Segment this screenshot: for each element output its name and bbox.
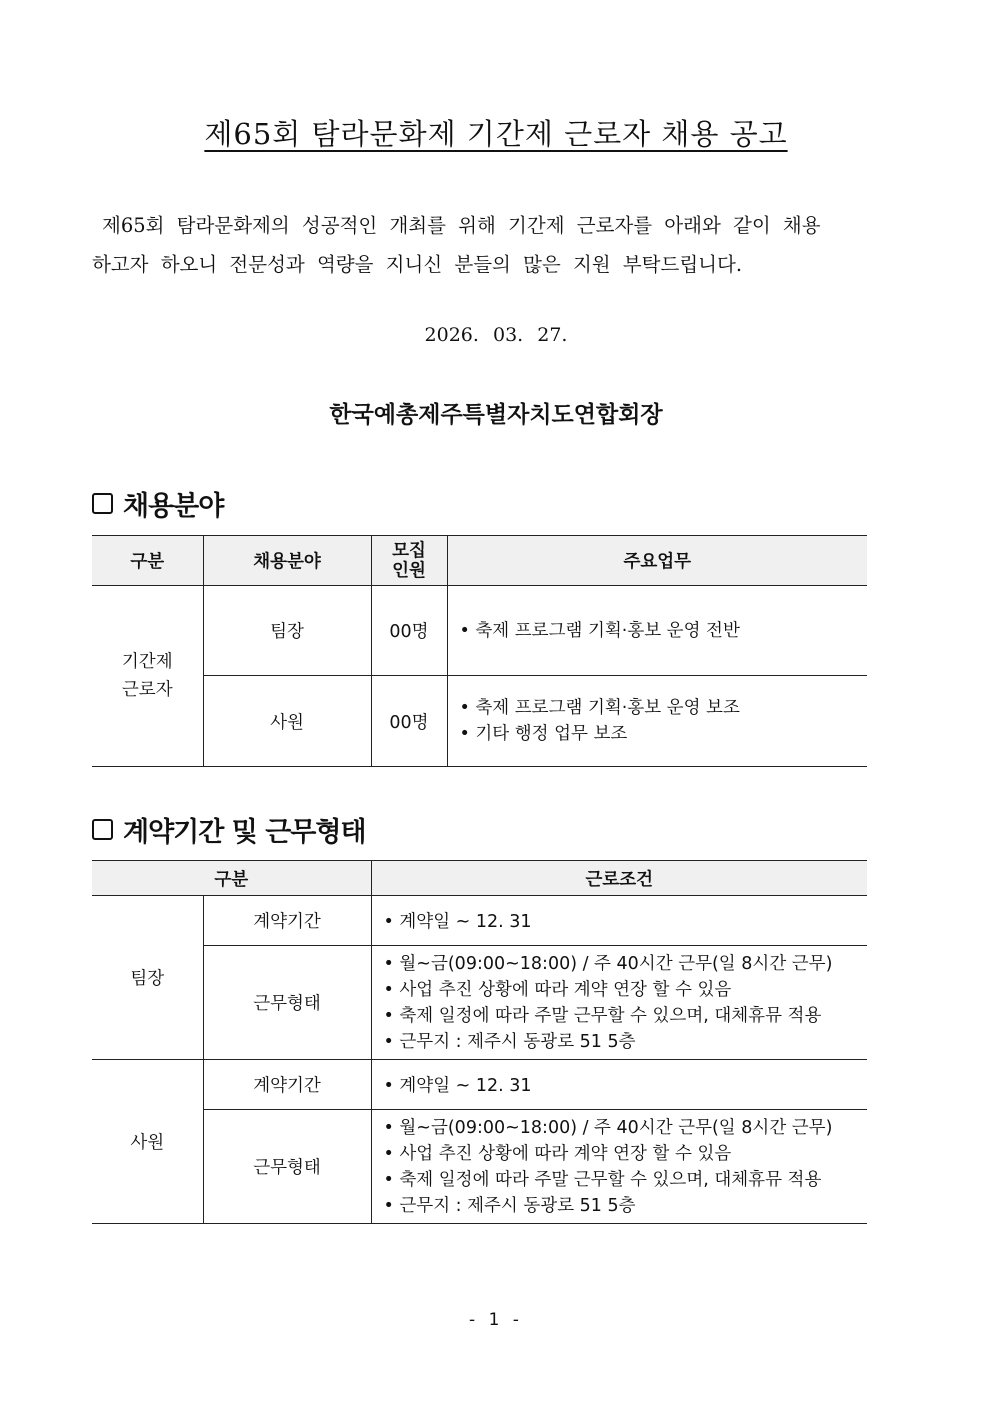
table-row <box>92 1060 867 1110</box>
header-duties: 주요업무 <box>447 536 867 586</box>
condition-item: • 축제 일정에 따라 주말 근무할 수 있으며, 대체휴뮤 적용 <box>383 1169 822 1190</box>
duties-cell <box>447 586 867 676</box>
checkbox-icon <box>92 819 113 840</box>
header-count-line2: 인원 <box>392 560 426 581</box>
group-label-line2: 근로자 <box>121 680 173 700</box>
duty-item: • 축제 프로그램 기획·홍보 운영 전반 <box>459 620 740 641</box>
table-row <box>92 896 867 946</box>
title-text: 제65회 탐라문화제 기간제 근로자 채용 공고 <box>204 117 788 151</box>
condition-item: • 근무지 : 제주시 동광로 51 5층 <box>383 1031 636 1052</box>
period-value: • 계약일 ~ 12. 31 <box>371 896 867 946</box>
header-conditions: 근로조건 <box>371 861 867 896</box>
section-heading-text: 채용분야 <box>123 491 224 522</box>
document-title <box>0 112 992 153</box>
condition-item: • 근무지 : 제주시 동광로 51 5층 <box>383 1195 636 1216</box>
field-cell: 팀장 <box>203 586 371 676</box>
table-row <box>92 1110 867 1224</box>
recruitment-table <box>92 535 867 767</box>
group-label <box>92 586 203 767</box>
table-row <box>92 676 867 767</box>
section-heading-contract <box>92 810 366 849</box>
period-label: 계약기간 <box>203 896 371 946</box>
announcement-date: 2026. 03. 27. <box>424 324 568 346</box>
header-count-line1: 모집 <box>392 540 426 561</box>
table-row <box>92 946 867 1060</box>
header-field: 채용분야 <box>203 536 371 586</box>
group-label: 사원 <box>92 1060 203 1224</box>
organization-name: 한국예총제주특별자치도연합회장 <box>329 401 663 428</box>
page-number: - 1 - <box>469 1310 523 1330</box>
duty-item: • 축제 프로그램 기획·홍보 운영 보조 <box>459 698 740 718</box>
section-heading-text: 계약기간 및 근무형태 <box>123 817 366 848</box>
header-category: 구분 <box>92 536 203 586</box>
header-category: 구분 <box>92 861 371 896</box>
header-count <box>371 536 447 586</box>
form-items <box>371 946 867 1060</box>
duties-cell <box>447 676 867 767</box>
group-label: 팀장 <box>92 896 203 1060</box>
checkbox-icon <box>92 493 113 514</box>
table-header-row <box>92 536 867 586</box>
condition-item: • 월~금(09:00~18:00) / 주 40시간 근무(일 8시간 근무) <box>383 953 833 974</box>
count-cell: 00명 <box>371 676 447 767</box>
period-label: 계약기간 <box>203 1060 371 1110</box>
contract-table <box>92 860 867 1224</box>
intro-paragraph <box>92 206 902 284</box>
intro-line-1: 제65회 탐라문화제의 성공적인 개최를 위해 기간제 근로자를 아래와 같이 채용 <box>102 214 821 237</box>
count-cell: 00명 <box>371 586 447 676</box>
condition-item: • 축제 일정에 따라 주말 근무할 수 있으며, 대체휴뮤 적용 <box>383 1005 822 1026</box>
condition-item: • 사업 추진 상황에 따라 계약 연장 할 수 있음 <box>383 1143 732 1164</box>
condition-item: • 월~금(09:00~18:00) / 주 40시간 근무(일 8시간 근무) <box>383 1117 833 1138</box>
group-label-line1: 기간제 <box>121 652 173 672</box>
field-cell: 사원 <box>203 676 371 767</box>
duty-item: • 기타 행정 업무 보조 <box>459 724 628 744</box>
form-label: 근무형태 <box>203 1110 371 1224</box>
table-row <box>92 586 867 676</box>
condition-item: • 사업 추진 상황에 따라 계약 연장 할 수 있음 <box>383 979 732 1000</box>
intro-line-2: 하고자 하오니 전문성과 역량을 지니신 분들의 많은 지원 부탁드립니다. <box>92 253 743 276</box>
section-heading-recruitment <box>92 484 223 523</box>
form-items <box>371 1110 867 1224</box>
period-value: • 계약일 ~ 12. 31 <box>371 1060 867 1110</box>
form-label: 근무형태 <box>203 946 371 1060</box>
table-header-row <box>92 861 867 896</box>
